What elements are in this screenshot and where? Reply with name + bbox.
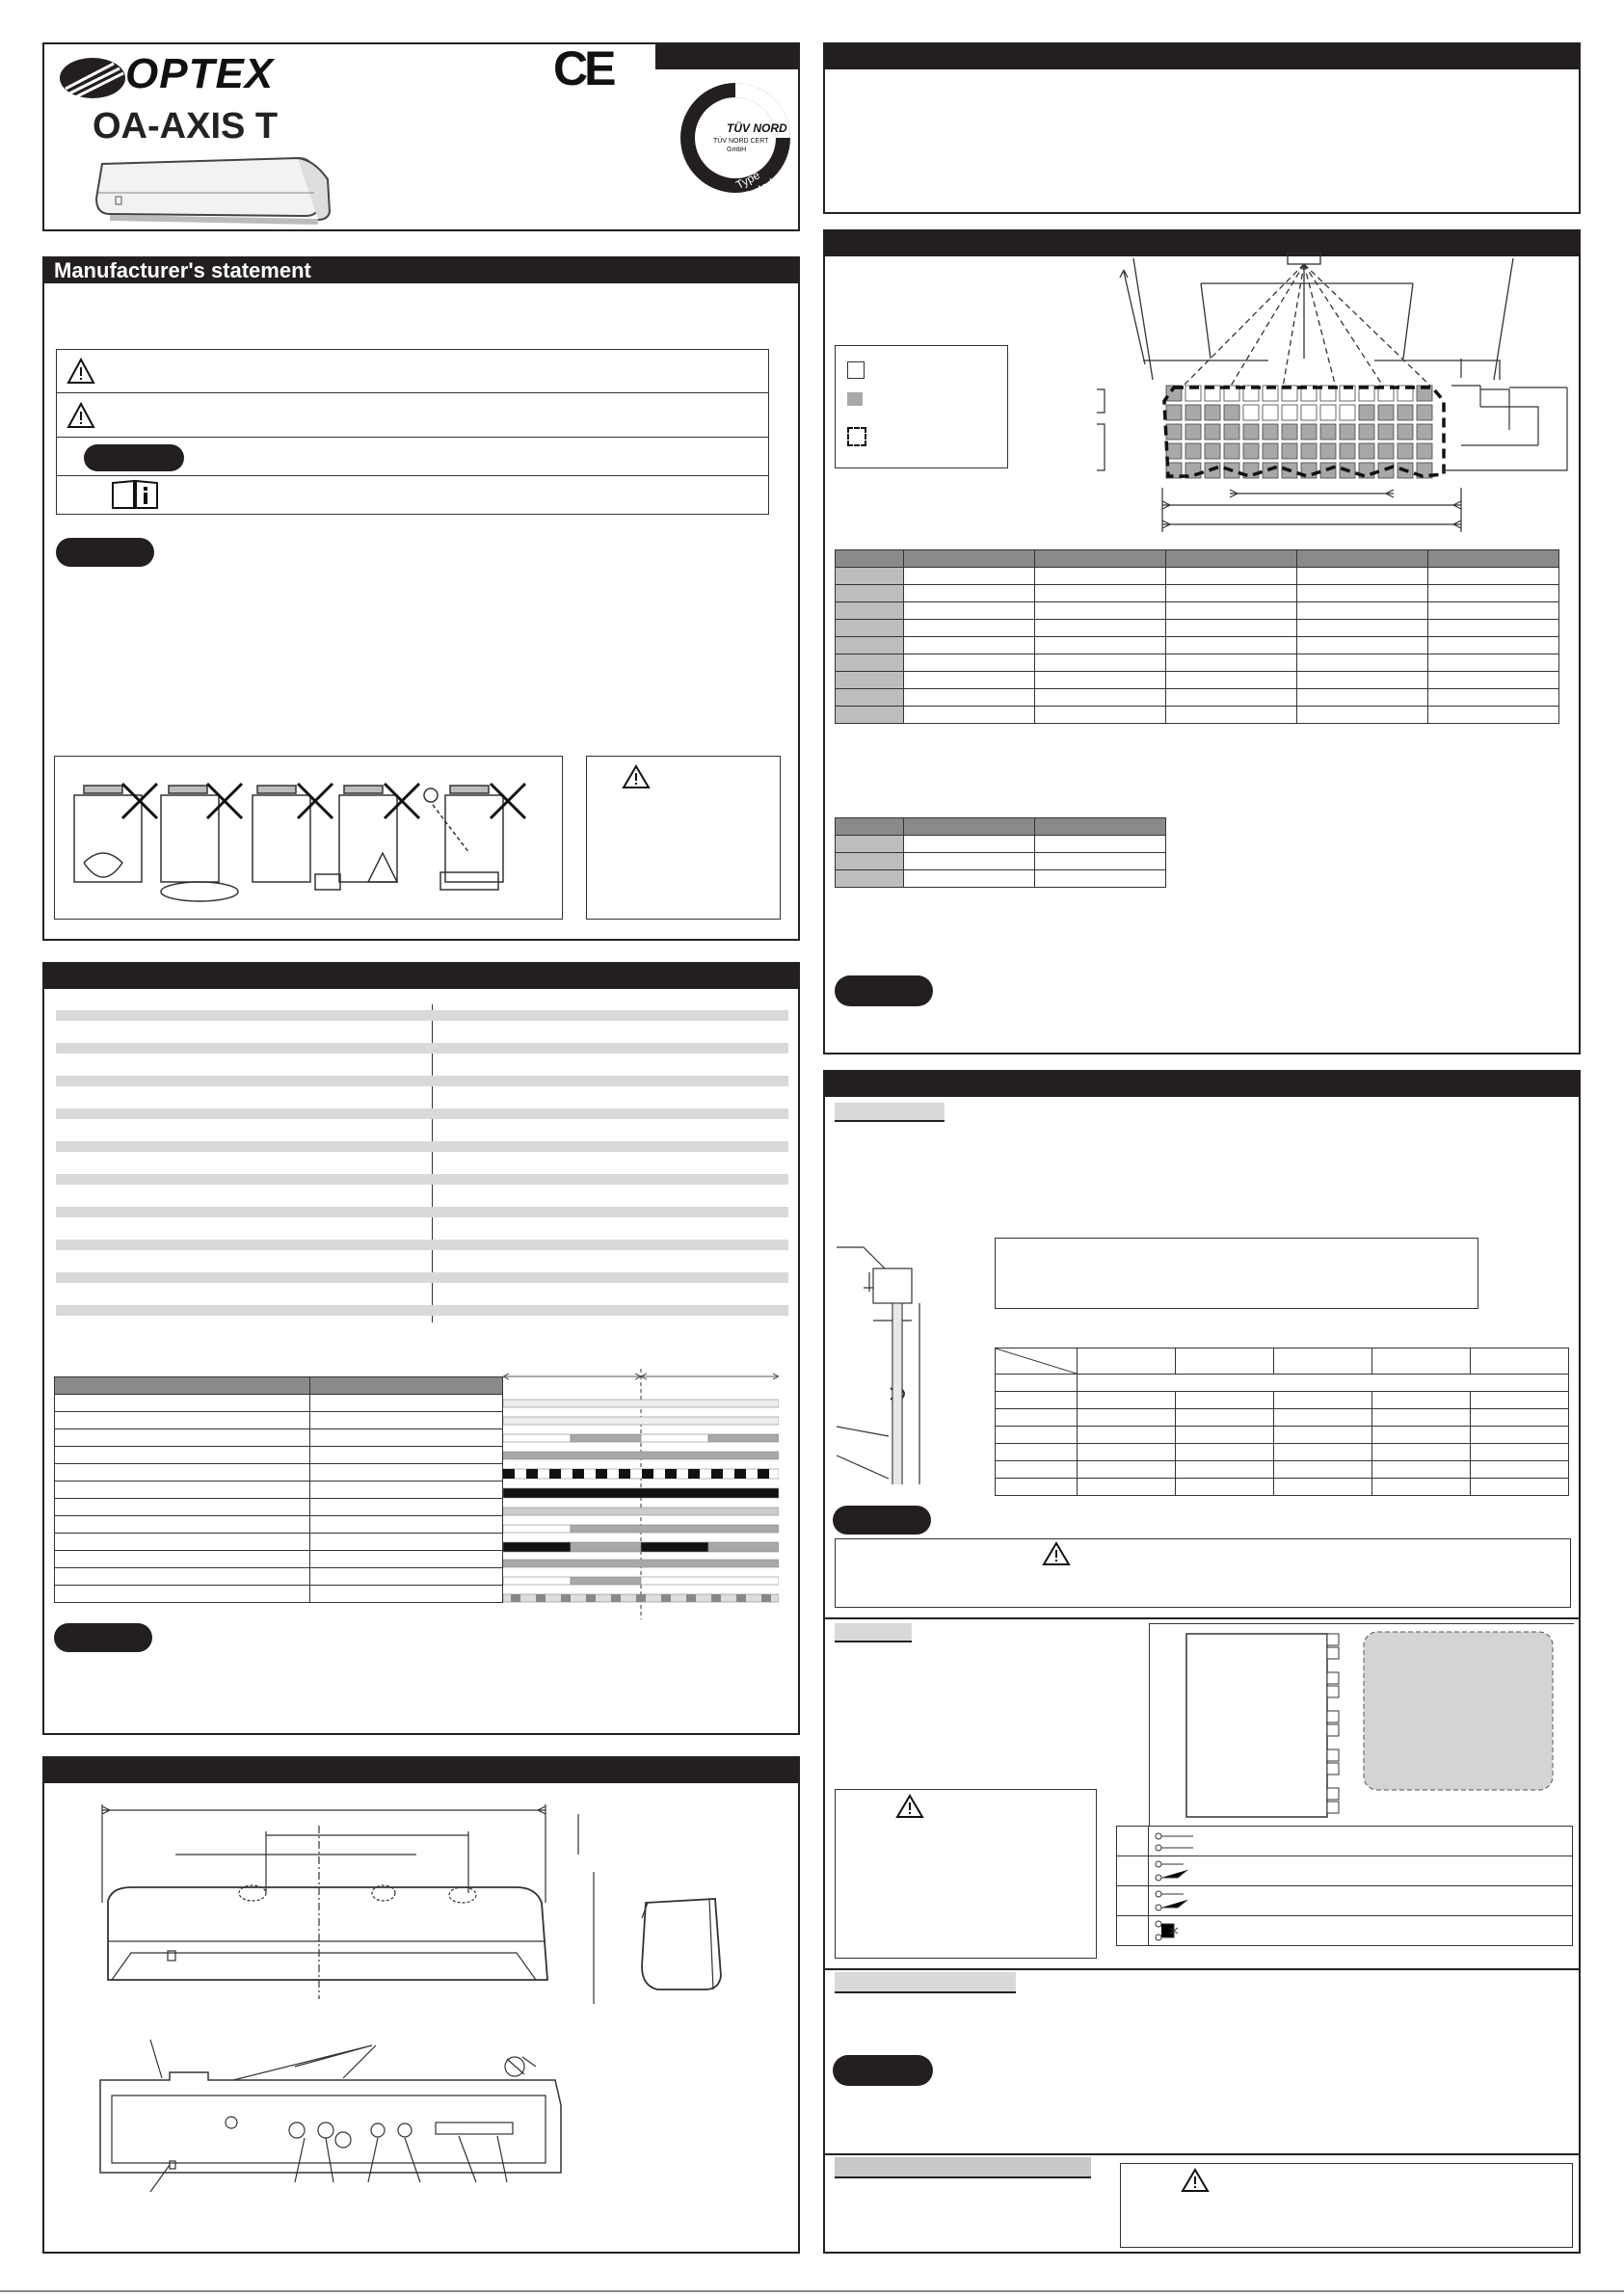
installation-subheading-1 (835, 1103, 945, 1122)
tuv-seal-line2: TÜV NORD CERT (713, 138, 769, 145)
mounting-note-box (995, 1238, 1478, 1309)
specifications-panel (42, 962, 800, 1735)
indicator-table (54, 1376, 503, 1603)
warning-icon (895, 1794, 924, 1819)
terminal-diagram-box (1149, 1623, 1574, 1827)
installation-divider-3 (825, 2153, 1579, 2155)
installation-divider-1 (825, 1617, 1579, 1619)
note-pill (84, 444, 184, 471)
right-top-panel (823, 42, 1581, 214)
caution-icon (67, 402, 95, 429)
mounting-table (995, 1348, 1569, 1496)
header-panel (42, 42, 800, 231)
installation-subheading-2 (835, 1623, 912, 1642)
page-bottom-rule (0, 2290, 1624, 2292)
installation-note-pill (833, 1506, 931, 1535)
detection-grid (1166, 386, 1432, 478)
installation-warning-box (835, 1538, 1571, 1608)
warning-icon (622, 764, 651, 789)
manufacturer-statement-title: Manufacturer's statement (44, 258, 798, 283)
detection-note-pill (835, 975, 933, 1006)
legend-gray-square (847, 392, 863, 406)
warning-icon (1181, 2168, 1210, 2193)
ce-mark: CE (553, 41, 613, 95)
area-legend-box (835, 345, 1008, 468)
manual-info-icon (111, 479, 159, 510)
model-name: OA-AXIS T (93, 106, 279, 147)
warning-icon (67, 358, 95, 385)
final-caution-box (1120, 2163, 1573, 2248)
installation-panel (823, 1070, 1581, 2254)
tuv-seal-line1: TÜV NORD (727, 121, 787, 135)
dimensions-panel (42, 1756, 800, 2254)
note-pill-2 (56, 538, 154, 567)
manufacturer-statement-panel (42, 256, 800, 941)
wiring-caution-box (835, 1789, 1097, 1959)
legend-dashed-square (847, 427, 866, 446)
symbol-legend-box (56, 349, 769, 515)
specifications-bar (44, 964, 798, 989)
legend-empty-square (847, 361, 865, 379)
product-illustration (91, 150, 351, 227)
detection-area-table (835, 549, 1559, 724)
mounting-height-diagram (835, 1234, 931, 1484)
caution-side-box (586, 756, 781, 920)
installation-subheading-4 (835, 2157, 1091, 2178)
installation-bar (825, 1072, 1579, 1097)
optex-logo-icon (56, 54, 131, 102)
prohibition-illustrations (54, 756, 563, 920)
dimensions-drawing (54, 1787, 790, 2250)
detection-area-diagram (1085, 253, 1579, 561)
installation-subheading-3 (835, 1972, 1016, 1993)
brand-logo: OPTEX (125, 50, 275, 97)
header-corner-bar (655, 44, 798, 69)
installation-divider-2 (825, 1968, 1579, 1970)
adjustment-note-pill (833, 2055, 933, 2086)
right-top-bar (825, 44, 1579, 69)
tuv-seal-line4: Type Tested (733, 168, 777, 204)
tuv-seal-line3: GmbH (727, 147, 747, 153)
wiring-table (1116, 1826, 1573, 1946)
small-table (835, 817, 1166, 888)
dimensions-bar (44, 1758, 798, 1783)
spec-rows (56, 1010, 788, 1322)
spec-note-pill (54, 1623, 152, 1652)
warning-icon (1042, 1541, 1071, 1566)
led-timing-chart (503, 1369, 779, 1619)
detection-area-panel (823, 229, 1581, 1055)
